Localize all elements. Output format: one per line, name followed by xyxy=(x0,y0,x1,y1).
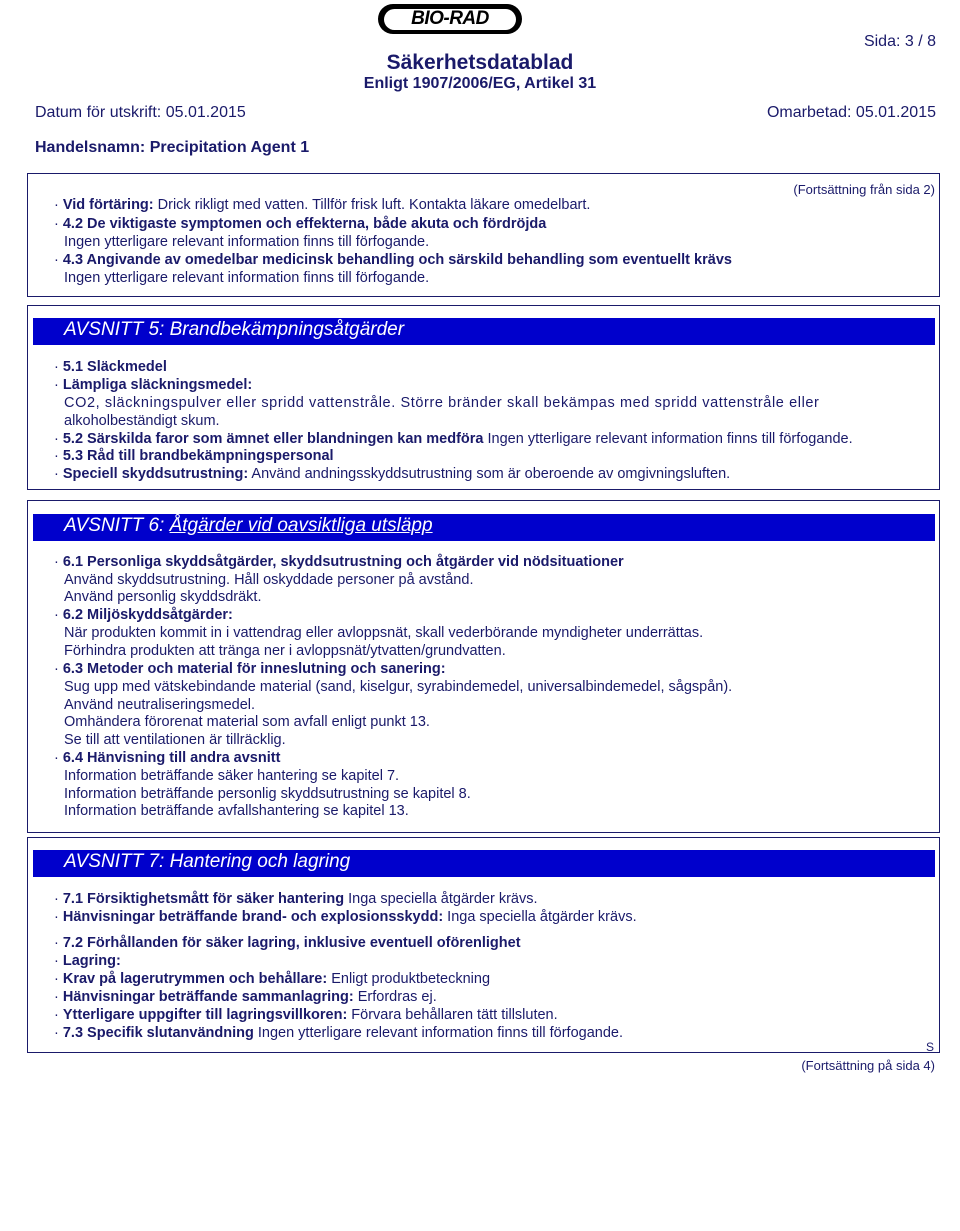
s7-line-7-3: · 7.3 Specifik slutanvändning Ingen ytterligare relevant information finns till förfogande. xyxy=(54,1025,623,1041)
s7-line-storage-conditions: · Ytterligare uppgifter till lagringsvillkoren: Förvara behållaren tätt tillsluten. xyxy=(54,1007,558,1023)
print-date: Datum för utskrift: 05.01.2015 xyxy=(35,104,246,121)
s6-heading-6-1: · 6.1 Personliga skyddsåtgärder, skyddsutrustning och åtgärder vid nödsituationer xyxy=(54,554,624,570)
s6-line-11: Se till att ventilationen är tillräcklig. xyxy=(64,732,286,748)
s4-heading-4-2: · 4.2 De viktigaste symptomen och effekterna, både akuta och fördröjda xyxy=(54,216,547,232)
s7-line-7-1: · 7.1 Försiktighetsmått för säker hantering Inga speciella åtgärder krävs. xyxy=(54,891,538,907)
section-5-heading-bar xyxy=(33,318,935,345)
s7-heading-7-2: · 7.2 Förhållanden för säker lagring, inklusive eventuell oförenlighet xyxy=(54,935,521,951)
s6-line-9: Använd neutraliseringsmedel. xyxy=(64,697,256,713)
s4-line-5: Ingen ytterligare relevant information finns till förfogande. xyxy=(64,270,430,286)
s5-line-3: CO2, släckningspulver eller spridd vattenstråle. Större bränder skall bekämpas med spridd vattenstråle eller xyxy=(64,395,820,411)
s7-storage-label: · Lagring: xyxy=(54,953,121,969)
document-title: Säkerhetsdatablad xyxy=(386,51,574,74)
s6-line-8: Sug upp med vätskebindande material (sand, kiselgur, syrabindemedel, universalbindemedel, sågspån). xyxy=(64,679,733,695)
s6-line-3: Använd personlig skyddsdräkt. xyxy=(64,589,262,605)
s5-heading-5-1: · 5.1 Släckmedel xyxy=(54,359,167,375)
footer-mark: S xyxy=(925,1040,934,1054)
s5-heading-5-3: · 5.3 Råd till brandbekämpningspersonal xyxy=(54,448,334,464)
s6-line-2: Använd skyddsutrustning. Håll oskyddade personer på avstånd. xyxy=(64,572,474,588)
s6-heading-6-4: · 6.4 Hänvisning till andra avsnitt xyxy=(54,750,281,766)
section-7-heading: AVSNITT 7: Hantering och lagring xyxy=(64,851,351,872)
s5-special-equipment: · Speciell skyddsutrustning: Använd andningsskyddsutrustning som är oberoende av omgivningsluften. xyxy=(54,466,731,482)
s6-line-14: Information beträffande personlig skyddsutrustning se kapitel 8. xyxy=(64,786,471,802)
revised-date: Omarbetad: 05.01.2015 xyxy=(766,104,936,121)
s6-line-6: Förhindra produkten att tränga ner i avloppsnät/ytvatten/grundvatten. xyxy=(64,643,506,659)
s6-line-15: Information beträffande avfallshantering se kapitel 13. xyxy=(64,803,409,819)
s6-line-13: Information beträffande säker hantering se kapitel 7. xyxy=(64,768,400,784)
s6-line-5: När produkten kommit in i vattendrag eller avloppsnät, skall vederbörande myndigheter underrättas. xyxy=(64,625,704,641)
s7-line-storage-requirements: · Krav på lagerutrymmen och behållare: Enligt produktbeteckning xyxy=(54,971,491,987)
page-number: Sida: 3 / 8 xyxy=(863,33,936,50)
s5-line-5-2: · 5.2 Särskilda faror som ämnet eller blandningen kan medföra Ingen ytterligare relevant information finns till förfogande. xyxy=(54,431,853,447)
s4-line-3: Ingen ytterligare relevant information finns till förfogande. xyxy=(64,234,430,250)
s4-line-1: · Vid förtäring: Drick rikligt med vatten. Tillför frisk luft. Kontakta läkare omedelbart. xyxy=(54,197,591,213)
logo-text: BIO-RAD xyxy=(411,8,489,29)
continued-from-note: (Fortsättning från sida 2) xyxy=(793,182,935,197)
s5-suitable-media-label: · Lämpliga släckningsmedel: xyxy=(54,377,253,393)
section-7-heading-bar xyxy=(33,850,935,877)
bio-rad-logo xyxy=(378,4,522,34)
section-6-heading: AVSNITT 6: Åtgärder vid oavsiktliga utsläpp xyxy=(64,515,433,536)
s5-line-4: alkoholbeständigt skum. xyxy=(64,413,220,429)
s7-line-co-storage: · Hänvisningar beträffande sammanlagring: Erfordras ej. xyxy=(54,989,437,1005)
document-subtitle: Enligt 1907/2006/EG, Artikel 31 xyxy=(363,75,597,92)
s7-line-fire-protection: · Hänvisningar beträffande brand- och explosionsskydd: Inga speciella åtgärder krävs. xyxy=(54,909,637,925)
section-5-heading: AVSNITT 5: Brandbekämpningsåtgärder xyxy=(64,319,405,340)
section-6-heading-bar xyxy=(33,514,935,541)
s4-heading-4-3: · 4.3 Angivande av omedelbar medicinsk behandling och särskild behandling som eventuellt krävs xyxy=(54,252,732,268)
s6-heading-6-2: · 6.2 Miljöskyddsåtgärder: xyxy=(54,607,233,623)
trade-name: Handelsnamn: Precipitation Agent 1 xyxy=(35,139,310,156)
s6-heading-6-3: · 6.3 Metoder och material för inneslutning och sanering: xyxy=(54,661,446,677)
s6-line-10: Omhändera förorenat material som avfall enligt punkt 13. xyxy=(64,714,430,730)
continued-to-note: (Fortsättning på sida 4) xyxy=(801,1058,935,1073)
